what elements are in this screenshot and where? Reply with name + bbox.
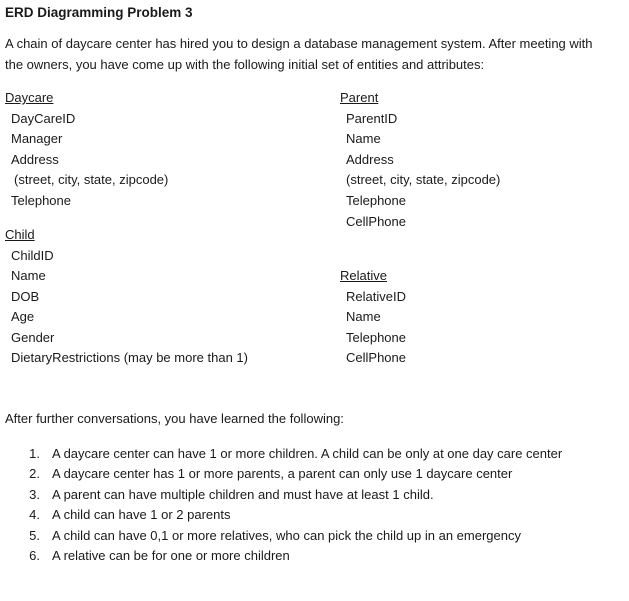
list-item: A relative can be for one or more children <box>52 548 290 563</box>
list-number: 6. <box>29 548 40 563</box>
entity-parent-attr: Telephone <box>346 193 406 208</box>
entity-daycare-attr: Address <box>11 152 59 167</box>
entity-daycare-attr: Manager <box>11 131 63 146</box>
entity-daycare-attr: DayCareID <box>11 111 76 126</box>
entity-child-attr: Name <box>11 268 46 283</box>
entity-parent-attr: Address <box>346 152 394 167</box>
entity-daycare-attr: Telephone <box>11 193 71 208</box>
entity-daycare-heading: Daycare <box>5 90 54 105</box>
entity-child-attr: Gender <box>11 330 55 345</box>
entity-relative-heading: Relative <box>340 268 387 283</box>
followup-line: After further conversations, you have learned the following: <box>5 411 344 426</box>
list-number: 3. <box>29 487 40 502</box>
intro-line-2: the owners, you have come up with the following initial set of entities and attributes: <box>5 57 485 72</box>
entity-relative-attr: Name <box>346 309 381 324</box>
list-item: A daycare center can have 1 or more children. A child can be only at one day care center <box>52 446 563 461</box>
page-title: ERD Diagramming Problem 3 <box>5 5 193 20</box>
list-number: 5. <box>29 528 40 543</box>
entity-daycare-attr: (street, city, state, zipcode) <box>14 172 169 187</box>
entity-relative-attr: RelativeID <box>346 289 406 304</box>
entity-parent-attr: ParentID <box>346 111 398 126</box>
entity-relative-attr: Telephone <box>346 330 406 345</box>
list-item: A child can have 1 or 2 parents <box>52 507 231 522</box>
entity-child-attr: ChildID <box>11 248 54 263</box>
list-number: 2. <box>29 466 40 481</box>
list-item: A parent can have multiple children and must have at least 1 child. <box>52 487 434 502</box>
intro-line-1: A chain of daycare center has hired you to design a database management system. After meeting with <box>5 36 593 51</box>
entity-child-attr: DietaryRestrictions (may be more than 1) <box>11 350 248 365</box>
entity-child-heading: Child <box>5 227 35 242</box>
entity-parent-attr: Name <box>346 131 381 146</box>
entity-parent-attr: CellPhone <box>346 214 406 229</box>
list-number: 1. <box>29 446 40 461</box>
entity-parent-attr: (street, city, state, zipcode) <box>346 172 501 187</box>
entity-child-attr: DOB <box>11 289 40 304</box>
entity-parent-heading: Parent <box>340 90 379 105</box>
list-item: A daycare center has 1 or more parents, a parent can only use 1 daycare center <box>52 466 513 481</box>
list-item: A child can have 0,1 or more relatives, who can pick the child up in an emergency <box>52 528 521 543</box>
entity-child-attr: Age <box>11 309 35 324</box>
entity-relative-attr: CellPhone <box>346 350 406 365</box>
list-number: 4. <box>29 507 40 522</box>
